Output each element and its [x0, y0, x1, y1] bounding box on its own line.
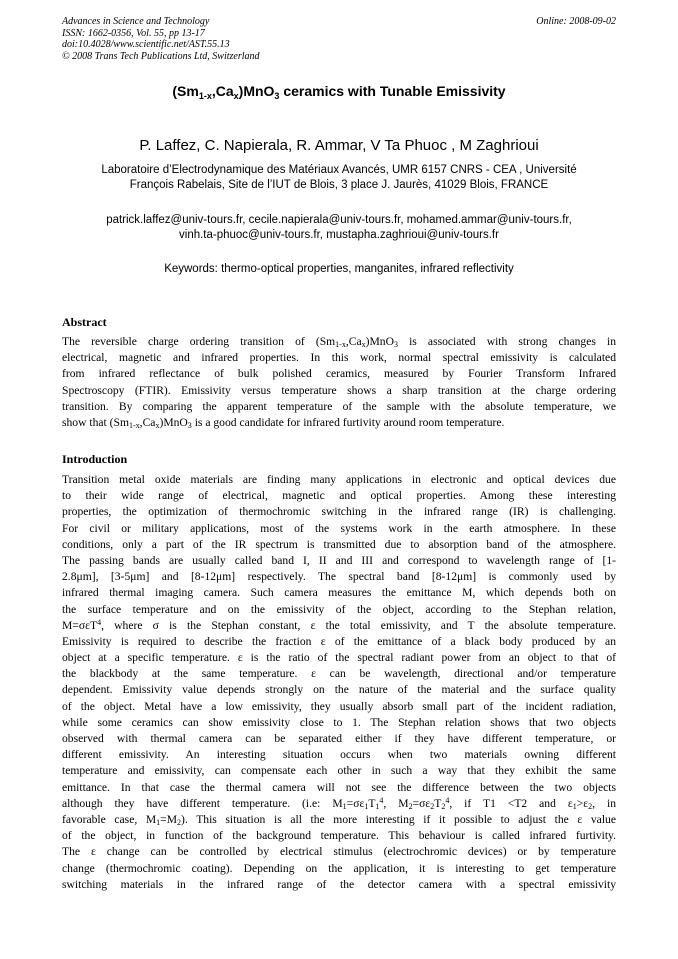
abstract-heading: Abstract: [62, 315, 107, 329]
journal-doi: doi:10.4028/www.scientific.net/AST.55.13: [62, 39, 230, 50]
paper-title: $(Sm_{1-x},Ca_x)MnO_3$ ceramics with Tunable Emissivity: [172, 83, 506, 101]
abstract-text: The reversible charge ordering transition of $(Sm_{1-x},Ca_x)MnO_3$ is associated with strong changes in electrical, magnetic and infrared properties. In this work, normal spectral emissivity is calculated from infrared reflectance of bulk polished ceramics, measured by Fourier Transform Infrared Spectroscopy (FTIR). Emissivity versus temperature shows a sharp transition at the charge ordering transition. By comparing the apparent temperature of the sample with the absolute temperature, we show that $(Sm_{1-x},Ca_x)MnO_3$ is a good candidate for infrared furtivity around room temperature.: [62, 335, 616, 430]
keywords: Keywords: thermo-optical properties, manganites, infrared reflectivity: [164, 263, 514, 275]
journal-issn: ISSN: 1662-0356, Vol. 55, pp 13-17: [62, 27, 205, 39]
introduction-heading: Introduction: [62, 452, 128, 466]
author-emails: patrick.laffez@univ-tours.fr, cecile.napierala@univ-tours.fr, mohamed.ammar@univ-tours.fr, vinh.ta-phuoc@univ-tours.fr, mustapha.zaghrioui@univ-tours.fr: [106, 214, 572, 241]
introduction-text: Transition metal oxide materials are finding many applications in electronic and optical devices due to their wide range of electrical, magnetic and optical properties. Among these interesting properties, the optimization of thermochromic switching in the infrared range (IR) is challenging. For civil or military applications, most of the systems work in the earth atmosphere. In these conditions, only a part of the IR spectrum is transmitted due to absorption band of the atmosphere. The passing bands are usually called band I, II and III and correspond to wavelength range of [1- 2.8μm], [3-5μm] and [8-12μm] respectively. The spectral band [8-12μm] is commonly used by infrared thermal imaging camera. Such camera measures the emittance M, which depends both on the surface temperature and on the emissivity of the object, according to the Stephan relation, M=σεT$^4$, where σ is the Stephan constant, ε the total emissivity, and T the absolute temperature. Emissivity is required to describe the fraction ε of the emittance of a black body produced by an object at a specific temperature. ε is the ratio of the spectral radiant power from an object to that of the blackbody at the same temperature. ε can be wavelength, directional and/or temperature dependent. Emissivity value depends strongly on the nature of the material and the surface quality of the object. Metal have a low emissivity, they usually absorb small part of the incident radiation, while some ceramics can show emissivity close to 1. The Stephan relation shows that two objects observed with thermal camera can be separated either if they have different temperature, or different emissivity. An interesting situation occurs when two materials owning different temperature and emissivity, can compensate each other in such a way that they exhibit the same emittance. In that case the thermal camera will not see the difference between the two objects although they have different temperature. (i.e: $M_1=\sigma\varepsilon_1T_1^4$, $M_2=\sigma\varepsilon_2T_2^4$, if T1 <T2 and $\varepsilon_1>\varepsilon_2$, in favorable case, $M_1=M_2$). This situation is all the more interesting if it possible to adjust the ε value of the object, in function of the background temperature. This behaviour is called infrared furtivity. The ε change can be controlled by electrical stimulus (electrochromic devices) or by temperature change (thermochromic coating). Depending on the application, it is interesting to get temperature switching materials in the infrared range of the detector camera with a spectral emissivity: [62, 473, 616, 891]
journal-copyright: © 2008 Trans Tech Publications Ltd, Switzerland: [62, 50, 260, 62]
journal-name: Advances in Science and Technology: [62, 16, 210, 27]
online-date: Online: 2008-09-02: [536, 16, 616, 27]
author-list: P. Laffez, C. Napierala, R. Ammar, V Ta Phuoc , M Zaghrioui: [139, 137, 539, 154]
journal-header: [62, 16, 616, 62]
affiliation: Laboratoire d’Electrodynamique des Matériaux Avancés, UMR 6157 CNRS - CEA , Université François Rabelais, Site de l’IUT de Blois, 3 place J. Jaurès, 41029 Blois, FRANCE: [101, 164, 577, 191]
